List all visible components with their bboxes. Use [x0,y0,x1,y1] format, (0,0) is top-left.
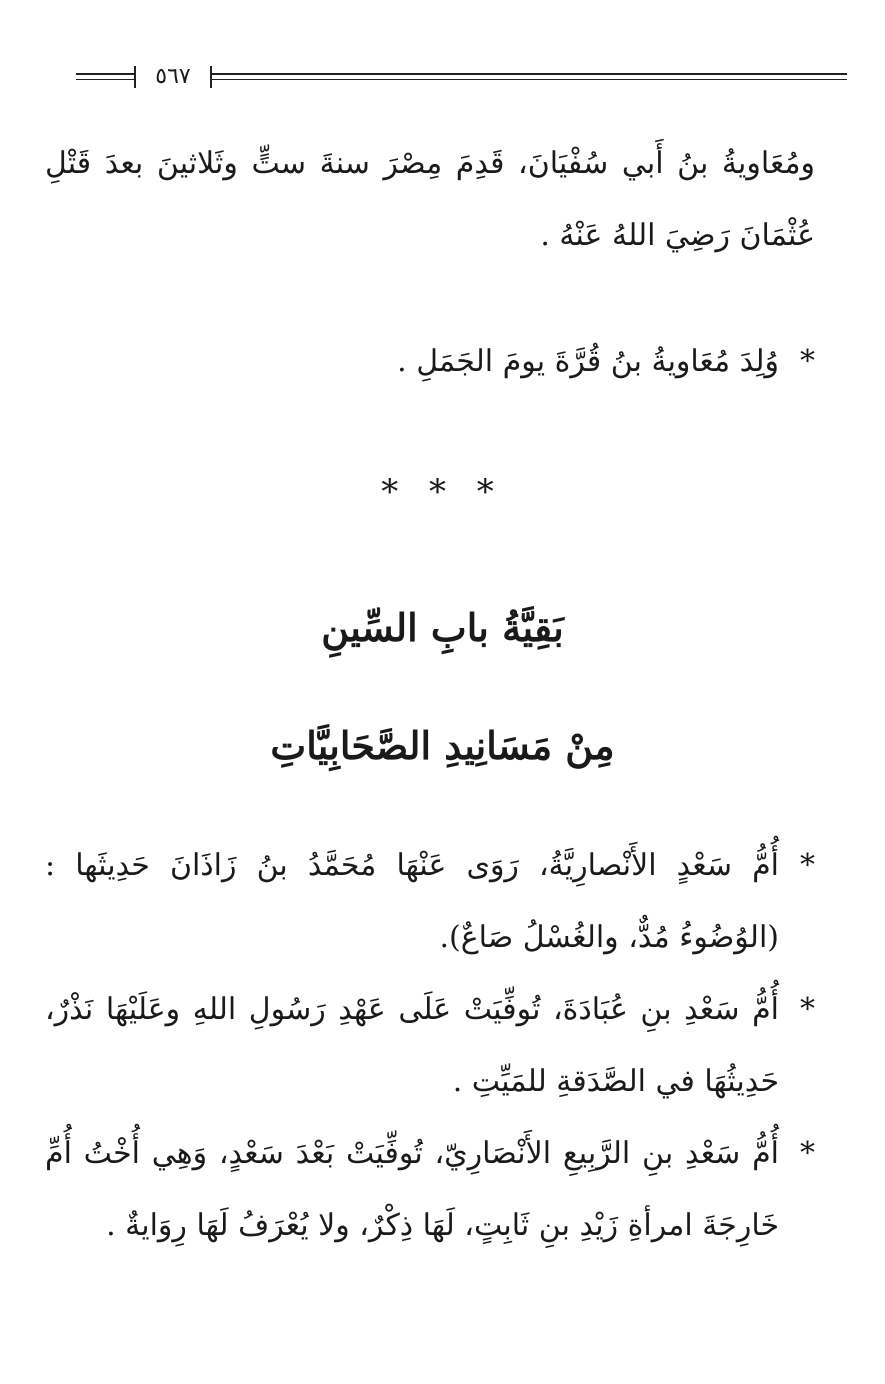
asterisk-bullet: * [800,848,815,883]
entry-text: أُمُّ سَعْدٍ الأَنْصارِيَّةُ، رَوَى عَنْهَا مُحَمَّدُ بنُ زَاذَانَ حَدِيثَها : (الوُضُوءُ مُدٌّ، والغُسْلُ صَاعٌ). [45,848,779,955]
entry-list-top [45,326,815,398]
header-rule-left [76,73,134,80]
page-header [72,62,847,92]
list-item [45,326,815,398]
page-number: ٥٦٧ [155,64,191,89]
list-item [45,974,815,1118]
entry-list-bottom [45,830,815,1262]
header-rule-right [212,73,847,80]
section-title: بَقِيَّةُ بابِ السِّينِ [321,605,564,650]
entry-text: أُمُّ سَعْدِ بنِ الرَّبِيعِ الأَنْصَارِيّ، تُوفِّيَتْ بَعْدَ سَعْدٍ، وَهِي أُخْتُ أُمِّ خَارِجَةَ امرأةِ زَيْدِ بنِ ثَابِتٍ، لَهَا ذِكْرٌ، ولا يُعْرَفُ لَهَا رِوَايةٌ . [45,1136,779,1243]
section-subtitle: مِنْ مَسَانِيدِ الصَّحَابِيَّاتِ [270,723,615,768]
asterisk-bullet: * [800,344,815,379]
list-item [45,830,815,974]
list-item [45,1118,815,1262]
entry-text: أُمُّ سَعْدِ بنِ عُبَادَةَ، تُوفِّيَتْ عَلَى عَهْدِ رَسُولِ اللهِ وعَلَيْهَا نَذْرٌ، حَدِيثُهَا في الصَّدَقةِ للمَيِّتِ . [45,992,779,1099]
section-separator: * * * [381,472,504,512]
entry-text: وُلِدَ مُعَاويةُ بنُ قُرَّةَ يومَ الجَمَلِ . [397,344,779,379]
paragraph-text: ومُعَاويةُ بنُ أَبي سُفْيَانَ، قَدِمَ مِصْرَ سنةَ ستٍّ وثَلاثينَ بعدَ قَتْلِ عُثْمَانَ رَضِيَ اللهُ عَنْهُ . [45,146,815,253]
asterisk-bullet: * [800,1136,815,1171]
asterisk-bullet: * [800,992,815,1027]
continuation-paragraph [45,128,815,272]
